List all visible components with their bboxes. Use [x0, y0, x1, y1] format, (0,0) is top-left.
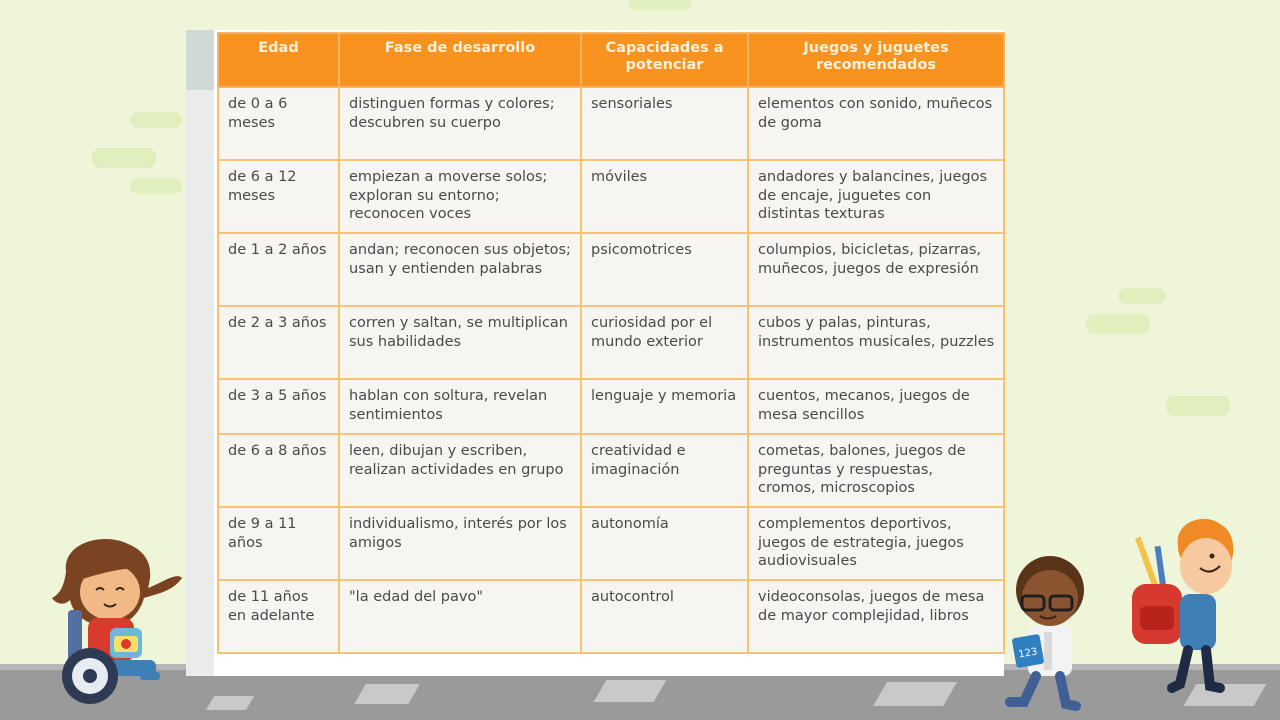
age-cell: de 1 a 2 años — [218, 233, 339, 306]
capability-cell: móviles — [581, 160, 748, 233]
table-row — [218, 434, 1004, 507]
kid-with-backpack-illustration — [1124, 516, 1244, 700]
toys-cell: complementos deportivos, juegos de estrategia, juegos audiovisuales — [748, 507, 1004, 580]
card-shade — [186, 30, 214, 676]
background-smudge — [1166, 396, 1230, 416]
background-smudge — [92, 148, 156, 168]
capability-cell: autocontrol — [581, 580, 748, 653]
boy-with-book-illustration — [1000, 552, 1100, 712]
table-row — [218, 580, 1004, 653]
phase-cell: leen, dibujan y escriben, realizan actividades en grupo — [339, 434, 581, 507]
header-capabilities: Capacidades a potenciar — [581, 33, 748, 87]
table-image — [186, 30, 1004, 676]
toys-cell: cubos y palas, pinturas, instrumentos musicales, puzzles — [748, 306, 1004, 379]
capability-cell: sensoriales — [581, 87, 748, 160]
table-row — [218, 507, 1004, 580]
table-header-row — [218, 33, 1004, 87]
age-cell: de 11 años en adelante — [218, 580, 339, 653]
age-cell: de 3 a 5 años — [218, 379, 339, 434]
card-corner — [186, 30, 214, 90]
header-recommended-toys: Juegos y juguetes recomendados — [748, 33, 1004, 87]
background-smudge — [628, 0, 692, 10]
capability-cell: lenguaje y memoria — [581, 379, 748, 434]
table-row — [218, 379, 1004, 434]
phase-cell: hablan con soltura, revelan sentimientos — [339, 379, 581, 434]
book-illustration — [1012, 634, 1045, 668]
girl-wheelchair-illustration — [44, 532, 186, 708]
toys-cell: andadores y balancines, juegos de encaje, juguetes con distintas texturas — [748, 160, 1004, 233]
capability-cell: psicomotrices — [581, 233, 748, 306]
phase-cell: individualismo, interés por los amigos — [339, 507, 581, 580]
age-cell: de 2 a 3 años — [218, 306, 339, 379]
toys-cell: videoconsolas, juegos de mesa de mayor complejidad, libros — [748, 580, 1004, 653]
header-development-phase: Fase de desarrollo — [339, 33, 581, 87]
age-cell: de 9 a 11 años — [218, 507, 339, 580]
floor-tile — [873, 682, 957, 706]
age-cell: de 6 a 8 años — [218, 434, 339, 507]
table-row — [218, 306, 1004, 379]
age-cell: de 0 a 6 meses — [218, 87, 339, 160]
table-row — [218, 160, 1004, 233]
toys-cell: elementos con sonido, muñecos de goma — [748, 87, 1004, 160]
capability-cell: autonomía — [581, 507, 748, 580]
table-row — [218, 233, 1004, 306]
background-smudge — [130, 112, 182, 128]
phase-cell: distinguen formas y colores; descubren su cuerpo — [339, 87, 581, 160]
background-smudge — [1086, 314, 1150, 334]
toys-cell: cuentos, mecanos, juegos de mesa sencillos — [748, 379, 1004, 434]
floor-tile — [206, 696, 254, 710]
table-row — [218, 87, 1004, 160]
development-table — [217, 32, 1005, 654]
background-smudge — [1118, 288, 1166, 304]
capability-cell: curiosidad por el mundo exterior — [581, 306, 748, 379]
phase-cell: andan; reconocen sus objetos; usan y entienden palabras — [339, 233, 581, 306]
book-text: 123 — [1017, 646, 1039, 661]
age-cell: de 6 a 12 meses — [218, 160, 339, 233]
floor-tile — [354, 684, 420, 704]
phase-cell: corren y saltan, se multiplican sus habilidades — [339, 306, 581, 379]
toys-cell: cometas, balones, juegos de preguntas y respuestas, cromos, microscopios — [748, 434, 1004, 507]
toys-cell: columpios, bicicletas, pizarras, muñecos, juegos de expresión — [748, 233, 1004, 306]
floor-tile — [594, 680, 667, 702]
header-age: Edad — [218, 33, 339, 87]
capability-cell: creatividad e imaginación — [581, 434, 748, 507]
phase-cell: empiezan a moverse solos; exploran su entorno; reconocen voces — [339, 160, 581, 233]
phase-cell: "la edad del pavo" — [339, 580, 581, 653]
background-smudge — [130, 178, 182, 194]
